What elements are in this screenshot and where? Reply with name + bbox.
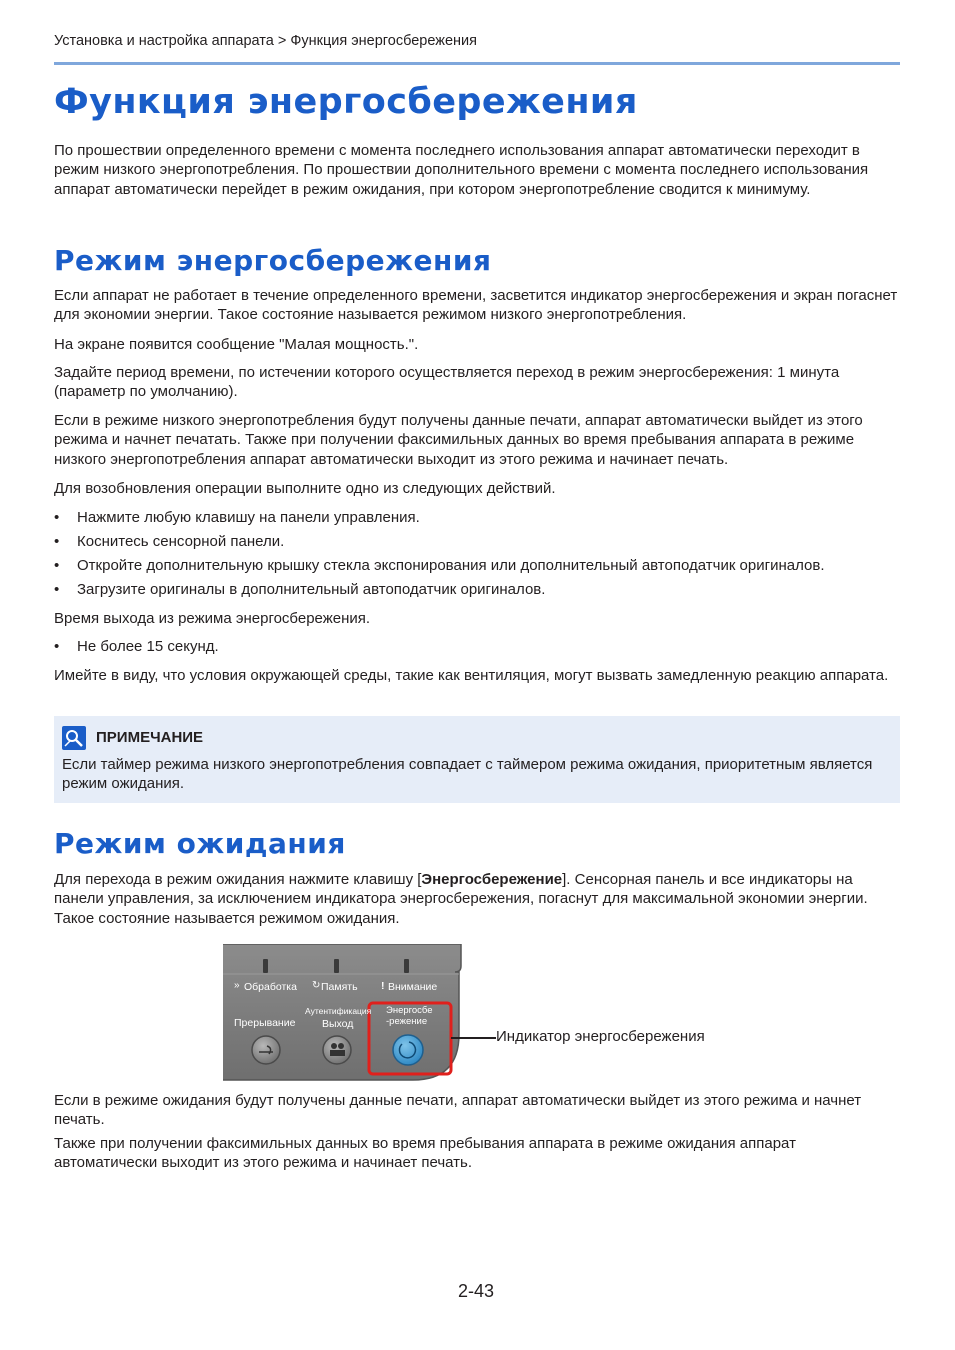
section-heading-standby: Режим ожидания (54, 827, 346, 860)
interrupt-key[interactable] (252, 1036, 280, 1064)
energy-key-label-line2: -режение (386, 1016, 428, 1027)
energy-key-label-line1: Энергосбе (386, 1005, 433, 1016)
bullet-icon: • (54, 581, 60, 598)
paragraph-7: Имейте в виду, что условия окружающей среды, такие как вентиляция, могут вызвать замедленную реакцию аппарата. (54, 667, 889, 684)
bullet-icon: • (54, 533, 60, 550)
led-icon-attention: ! (381, 980, 385, 992)
note-box (54, 716, 900, 803)
key-name-energy-saving: Энергосбережение (421, 871, 563, 888)
led-label-attention: Внимание (388, 981, 438, 993)
paragraph-2: На экране появится сообщение "Малая мощность.". (54, 336, 419, 353)
page-title: Функция энергосбережения (54, 82, 638, 122)
paragraph-1: Если аппарат не работает в течение определенного времени, засветится индикатор энергосбережения и экран погаснет для экономии энергии. Такое состояние называется режимом низкого энергопотребления. (54, 287, 898, 324)
energy-saver-key[interactable] (393, 1035, 423, 1065)
note-title: ПРИМЕЧАНИЕ (96, 729, 204, 746)
callout-energy-saver-indicator: Индикатор энергосбережения (496, 1028, 705, 1045)
paragraph-5: Для возобновления операции выполните одно из следующих действий. (54, 480, 556, 497)
note-icon (62, 726, 86, 750)
intro-paragraph: По прошествии определенного времени с момента последнего использования аппарат автоматически переходит в режим низкого энергопотребления. По прошествии дополнительного времени с момента последнего использования аппарат автоматически перейдет в режим ожидания, при котором энергопотребление сводится к минимуму. (54, 142, 869, 198)
paragraph-4: Если в режиме низкого энергопотребления будут получены данные печати, аппарат автоматически выйдет из этого режима и начнет печатать. Также при получении факсимильных данных во время пребывания аппарата в режиме низкого энергопотребления аппарат автоматически выходит из этого режима и начинает печать. (54, 412, 863, 468)
section-heading-energy-saving: Режим энергосбережения (54, 244, 492, 277)
page-number: 2-43 (458, 1281, 495, 1301)
led-label-memory: Память (321, 981, 358, 993)
bullet-icon: • (54, 638, 60, 655)
callout-line (451, 1037, 496, 1039)
standby-paragraph-2: Если в режиме ожидания будут получены данные печати, аппарат автоматически выйдет из этого режима и начнет печать. (54, 1092, 862, 1129)
breadcrumb: Установка и настройка аппарата > Функция энергосбережения (54, 33, 477, 49)
standby-paragraph-3: Также при получении факсимильных данных во время пребывания аппарата в режиме ожидания аппарат автоматически выходит из этого режима и начинает печать. (54, 1135, 796, 1172)
authentication-logout-key[interactable] (323, 1036, 351, 1064)
control-panel-illustration (223, 944, 464, 1082)
bullet-icon: • (54, 509, 60, 526)
note-text: Если таймер режима низкого энергопотребления совпадает с таймером режима ожидания, приоритетным является режим ожидания. (62, 756, 873, 793)
header-rule (54, 62, 900, 65)
standby-paragraph-1: Для перехода в режим ожидания нажмите клавишу [Энергосбережение]. Сенсорная панель и все индикаторы на панели управления, за исключением индикатора энергосбережения, погаснут для максимальной экономии энергии. Такое состояние называется режимом ожидания. (54, 871, 868, 927)
auth-key-label-line1: Аутентификация (305, 1006, 371, 1016)
auth-key-label-line2: Выход (322, 1018, 354, 1030)
bullet-icon: • (54, 557, 60, 574)
led-label-processing: Обработка (244, 981, 297, 993)
paragraph-6: Время выхода из режима энергосбережения. (54, 610, 371, 627)
paragraph-3: Задайте период времени, по истечении которого осуществляется переход в режим энергосбережения: 1 минута (параметр по умолчанию). (54, 364, 840, 401)
led-icon-memory: ↻ (312, 980, 321, 991)
interrupt-key-label: Прерывание (234, 1017, 296, 1029)
led-icon-processing: » (234, 980, 240, 991)
